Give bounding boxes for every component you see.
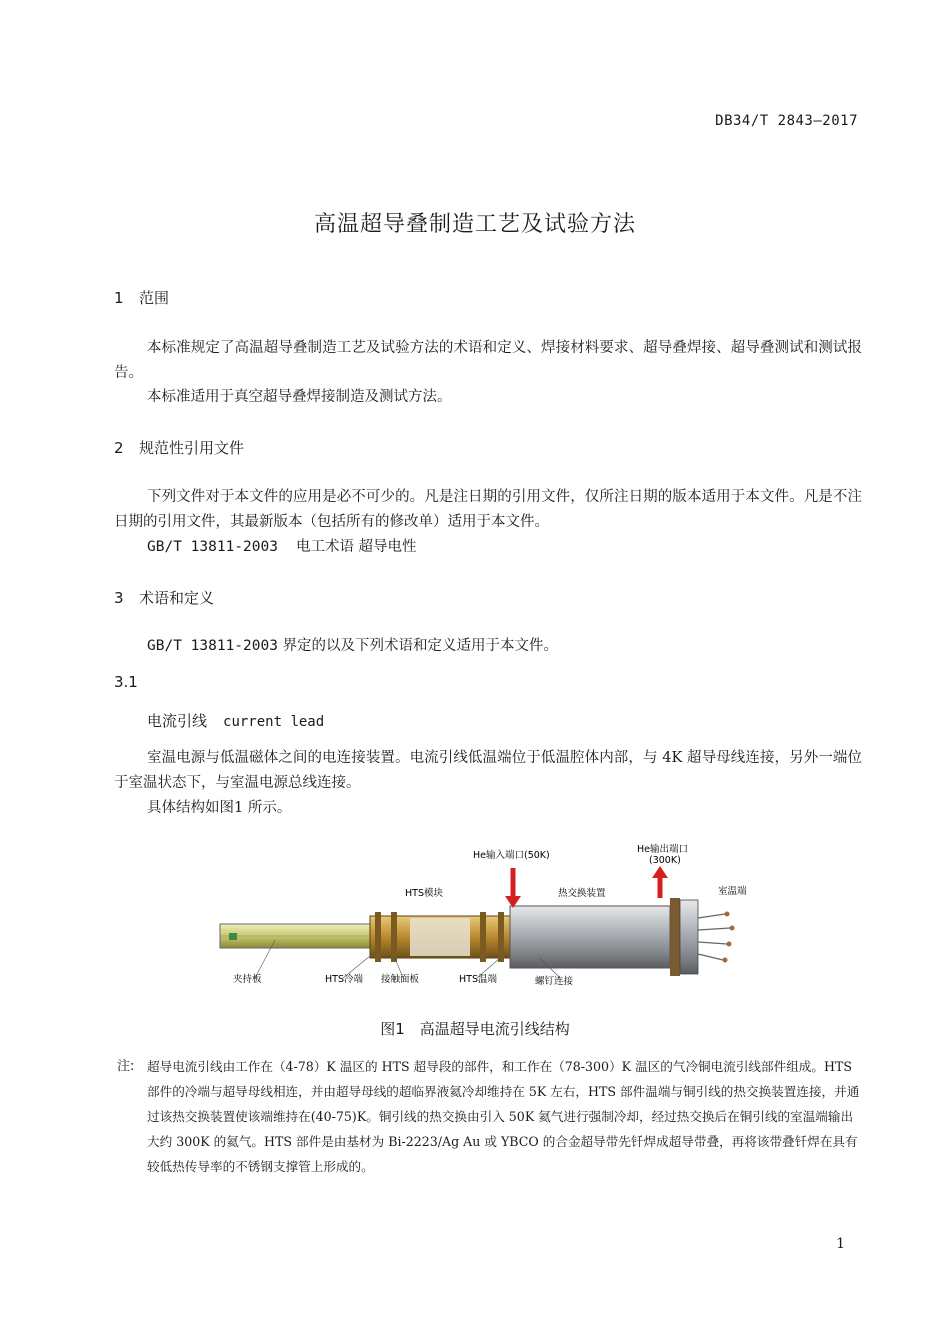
section-1-heading [114, 287, 169, 308]
label-clamp-plate: 夹持板 [233, 974, 262, 985]
clause-3-1-figure-reference: 具体结构如图1 所示。 [147, 800, 292, 816]
section-number: 1 [114, 289, 124, 307]
standard-code: DB34/T 2843—2017 [715, 113, 858, 129]
label-contact-face: 接触面板 [381, 974, 420, 985]
note-text: 超导电流引线由工作在（4-78）K 温区的 HTS 超导段的部件，和工作在（78-300）K 温区的气冷铜电流引线部件组成。HTS 部件的冷端与超导母线相连，并由超导母线的超临界液氦冷却维持在 5K 左右，HTS 部件温端与铜引线的热交换装置连接，并通过该热交换装置使该端维持在(40-75)K。铜引线的热交换由引入 50K 氦气进行强制冷却，经过热交换后在铜引线的室温端输出大约 300K 的氦气。HTS 部件是由基材为 Bi-2223/Ag Au 或 YBCO 的合金超导带先钎焊成超导带叠，再将该带叠钎焊在具有较低热传导率的不锈钢支撑管上形成的。 [147, 1059, 860, 1174]
term-entry [147, 710, 324, 731]
section-title: 范围 [139, 289, 170, 307]
reference-code: GB/T 13811-2003 [147, 539, 278, 555]
label-he-input: He输入端口(50K) [473, 850, 550, 861]
term-chinese: 电流引线 [147, 712, 208, 730]
term-english: current lead [223, 714, 325, 730]
hts-stack-body [410, 918, 470, 956]
section-2-heading [114, 437, 244, 458]
current-lead-diagram [215, 840, 755, 1010]
figure-caption: 图1 高温超导电流引线结构 [380, 1020, 570, 1038]
label-heat-exchanger: 热交换装置 [558, 888, 606, 899]
label-hts-cold-end: HTS冷端 [325, 974, 363, 985]
section-title: 规范性引用文件 [139, 439, 245, 457]
reference-title: 电工术语 超导电性 [295, 539, 417, 555]
paragraph-text: 界定的以及下列术语和定义适用于本文件。 [282, 638, 559, 654]
label-he-output-temp: (300K) [649, 855, 681, 866]
heat-exchanger-shape [510, 906, 670, 968]
figure-note [117, 1054, 863, 1179]
section-1-paragraph-1: 本标准规定了高温超导叠制造工艺及试验方法的术语和定义、焊接材料要求、超导叠焊接、超导叠测试和测试报告。 [114, 340, 862, 381]
page-number: 1 [836, 1236, 845, 1252]
label-hts-module: HTS模块 [405, 888, 443, 899]
section-3-heading [114, 587, 214, 608]
room-temp-flange [670, 898, 680, 976]
section-2-paragraph-1: 下列文件对于本文件的应用是必不可少的。凡是注日期的引用文件，仅所注日期的版本适用于本文件。凡是不注日期的引用文件，其最新版本（包括所有的修改单）适用于本文件。 [114, 489, 862, 530]
section-number: 3 [114, 589, 124, 607]
section-3-paragraph-1 [147, 634, 558, 659]
label-rivet-joint: 螺钉连接 [535, 976, 574, 987]
figure-current-lead-structure [215, 840, 755, 1010]
label-he-output: He输出端口 [637, 844, 688, 855]
clamp-connector [229, 933, 237, 940]
section-1-paragraph-2: 本标准适用于真空超导叠焊接制造及测试方法。 [147, 389, 452, 405]
note-label: 注: [117, 1059, 135, 1074]
document-title: 高温超导叠制造工艺及试验方法 [313, 212, 636, 237]
normative-reference [147, 535, 417, 560]
clause-3-1-number: 3.1 [114, 673, 138, 691]
section-number: 2 [114, 439, 124, 457]
label-room-temp-end: 室温端 [718, 886, 747, 897]
section-title: 术语和定义 [139, 589, 215, 607]
clause-3-1-definition: 室温电源与低温磁体之间的电连接装置。电流引线低温端位于低温腔体内部，与 4K 超导母线连接，另外一端位于室温状态下，与室温电源总线连接。 [114, 750, 862, 791]
label-hts-warm-end: HTS温端 [459, 974, 497, 985]
reference-code: GB/T 13811-2003 [147, 638, 278, 654]
